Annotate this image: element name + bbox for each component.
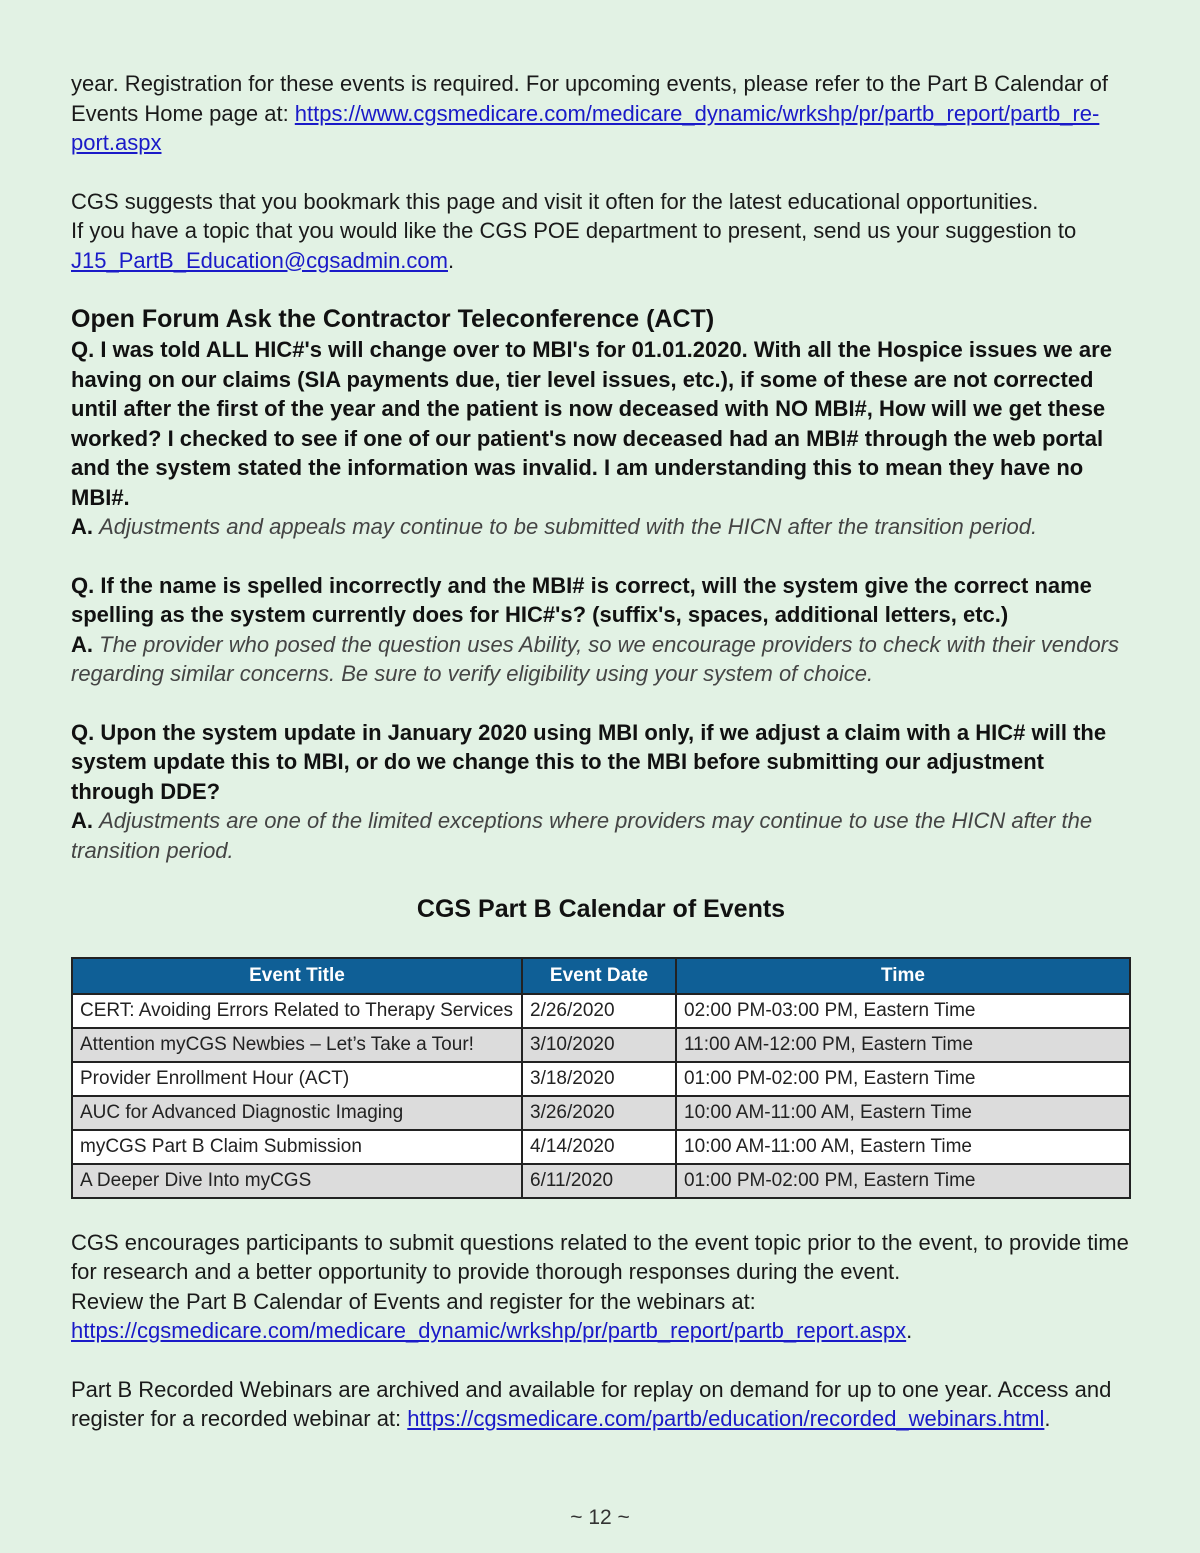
event-date-cell: 3/18/2020 [522, 1062, 676, 1096]
event-date-cell: 3/10/2020 [522, 1028, 676, 1062]
page-number: ~ 12 ~ [570, 1506, 630, 1529]
education-email-link[interactable]: J15_PartB_Education@cgsadmin.com [71, 247, 448, 273]
header-event-title: Event Title [72, 958, 522, 994]
recorded-webinars-link[interactable]: https://cgsmedicare.com/partb/education/recorded_webinars.html [407, 1406, 1045, 1431]
webinar-register-link[interactable]: https://cgsmedicare.com/medicare_dynamic/wrkshp/pr/partb_report/partb_report.aspx [71, 1318, 907, 1343]
question-1: Q. I was told ALL HIC#'s will change over to MBI's for 01.01.2020. With all the Hospice issues we are having on our claims (SIA payments due, tier level issues, etc.), if some of these are not corrected until after the first of the year and the patient is now deceased with NO MBI#, How will we get these worked? I checked to see if one of our patient's now deceased had an MBI# through the web portal and the system stated the information was invalid. I am understanding this to mean they have no MBI#. [71, 337, 1112, 510]
event-date-cell: 3/26/2020 [522, 1096, 676, 1130]
bookmark-paragraph: CGS suggests that you bookmark this page and visit it often for the latest educational opportunities. If you have a topic that you would like the CGS POE department to present, send us your suggestion to J15_PartB_Education@cgsadmin.com. [71, 188, 1077, 273]
event-time-cell: 01:00 PM-02:00 PM, Eastern Time [676, 1164, 1130, 1198]
events-table [71, 957, 1131, 1199]
intro-paragraph [71, 69, 1131, 158]
table-header-row [72, 958, 1130, 994]
encourage-text: CGS encourages participants to submit questions related to the event topic prior to the event, to provide time for research and a better opportunity to provide thorough responses during the event. [71, 1229, 1129, 1284]
event-time-cell: 11:00 AM-12:00 PM, Eastern Time [676, 1028, 1130, 1062]
calendar-home-link[interactable]: https://www.cgsmedicare.com/medicare_dynamic/wrkshp/pr/partb_report/partb_re-port.aspx [71, 100, 1100, 155]
recorded-text: Part B Recorded Webinars are archived and available for replay on demand for up to one year. Access and register for a recorded webinar at: [71, 1376, 1112, 1431]
register-text: Review the Part B Calendar of Events and register for the webinars at: [71, 1288, 756, 1314]
table-row [72, 994, 1130, 1028]
event-time-cell: 01:00 PM-02:00 PM, Eastern Time [676, 1062, 1130, 1096]
qa-item-1 [71, 335, 1131, 542]
event-title-cell: myCGS Part B Claim Submission [72, 1130, 522, 1164]
event-title-cell: Provider Enrollment Hour (ACT) [72, 1062, 522, 1096]
event-time-cell: 10:00 AM-11:00 AM, Eastern Time [676, 1130, 1130, 1164]
event-date-cell: 4/14/2020 [522, 1130, 676, 1164]
qa-item-2 [71, 571, 1131, 689]
bookmark-text: CGS suggests that you bookmark this page and visit it often for the latest educational opportunities. [71, 188, 1039, 214]
header-event-date: Event Date [522, 958, 676, 994]
table-row [72, 1062, 1130, 1096]
question-3: Q. Upon the system update in January 2020 using MBI only, if we adjust a claim with a HIC# will the system update this to MBI, or do we change this to the MBI before submitting our adjustment through DDE? [71, 719, 1107, 804]
table-row [72, 1096, 1130, 1130]
table-row [72, 1028, 1130, 1062]
event-title-cell: AUC for Advanced Diagnostic Imaging [72, 1096, 522, 1130]
answer-3: A. Adjustments are one of the limited exceptions where providers may continue to use the HICN after the transition period. [71, 808, 1093, 863]
qa-item-3 [71, 718, 1131, 866]
event-title-cell: CERT: Avoiding Errors Related to Therapy Services [72, 994, 522, 1028]
table-row [72, 1130, 1130, 1164]
event-date-cell: 6/11/2020 [522, 1164, 676, 1198]
document-body [71, 69, 1131, 1434]
header-time: Time [676, 958, 1130, 994]
open-forum-title: Open Forum Ask the Contractor Teleconference (ACT) [71, 305, 715, 333]
event-date-cell: 2/26/2020 [522, 994, 676, 1028]
intro-text: year. Registration for these events is required. For upcoming events, please refer to the Part B Calendar of Events Home page at: [71, 71, 1108, 126]
event-time-cell: 02:00 PM-03:00 PM, Eastern Time [676, 994, 1130, 1028]
answer-1: A. Adjustments and appeals may continue to be submitted with the HICN after the transition period. [71, 514, 1038, 539]
encourage-paragraph: CGS encourages participants to submit questions related to the event topic prior to the event, to provide time for research and a better opportunity to provide thorough responses during the event. Review the Part B Calendar of Events and register for the webinars at: https://cgsmedicare.com/medicare_dynamic/wrkshp/pr/partb_report/partb_report.aspx. [71, 1229, 1129, 1343]
suggestion-text: If you have a topic that you would like the CGS POE department to present, send us your suggestion to [71, 218, 1077, 243]
table-row [72, 1164, 1130, 1198]
question-2: Q. If the name is spelled incorrectly and the MBI# is correct, will the system give the correct name spelling as the system currently does for HIC#'s? (suffix's, spaces, additional letters, etc.) [71, 572, 1092, 627]
recorded-webinars-paragraph: Part B Recorded Webinars are archived and available for replay on demand for up to one year. Access and register for a recorded webinar at: https://cgsmedicare.com/partb/education/recorded_webinars.html. [71, 1376, 1112, 1431]
event-title-cell: Attention myCGS Newbies – Let’s Take a Tour! [72, 1028, 522, 1062]
answer-2: A. The provider who posed the question uses Ability, so we encourage providers to check with their vendors regarding similar concerns. Be sure to verify eligibility using your system of choice. [71, 631, 1120, 686]
calendar-title: CGS Part B Calendar of Events [416, 895, 786, 923]
event-time-cell: 10:00 AM-11:00 AM, Eastern Time [676, 1096, 1130, 1130]
event-title-cell: A Deeper Dive Into myCGS [72, 1164, 522, 1198]
